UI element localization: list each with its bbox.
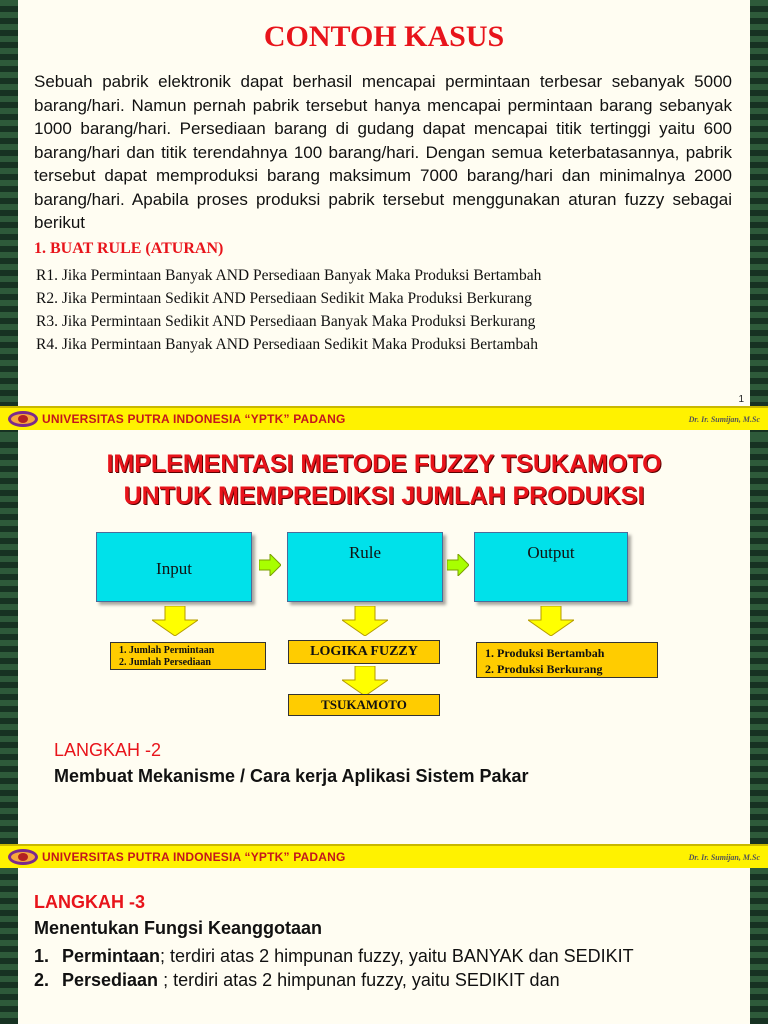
slide-title: CONTOH KASUS <box>263 20 505 53</box>
footer-university: UNIVERSITAS PUTRA INDONESIA “YPTK” PADANG <box>42 850 346 864</box>
page-number: 1 <box>738 394 744 405</box>
title-line-1: IMPLEMENTASI METODE FUZZY TSUKAMOTO <box>106 450 662 478</box>
input-items-box <box>110 642 266 670</box>
university-logo <box>6 409 42 429</box>
arrow-right-icon <box>447 554 469 576</box>
item-term: Persediaan <box>62 970 159 990</box>
step-subtitle: Menentukan Fungsi Keanggotaan <box>34 918 323 938</box>
rule-box: Rule <box>287 532 443 602</box>
membership-item <box>34 968 738 992</box>
rules-heading: 1. BUAT RULE (ATURAN) <box>34 240 224 257</box>
membership-item <box>34 944 738 968</box>
step-label: LANGKAH -2 <box>54 740 162 760</box>
item-number: 1. <box>34 946 50 966</box>
arrow-down-icon <box>342 666 388 696</box>
step-subtitle: Membuat Mekanisme / Cara kerja Aplikasi Sistem Pakar <box>54 766 529 786</box>
rule-item: R3. Jika Permintaan Sedikit AND Persediaan Banyak Maka Produksi Berkurang <box>36 313 536 330</box>
output-items-box <box>476 642 658 678</box>
input-item: 1. Jumlah Permintaan <box>119 645 215 656</box>
footer-bar <box>0 406 768 430</box>
arrow-down-icon <box>528 606 574 636</box>
case-paragraph: Sebuah pabrik elektronik dapat berhasil mencapai permintaan terbesar sebanyak 5000 barang/hari. Namun pernah pabrik tersebut hanya mencapai permintaan barang sebanyak 1000 barang/hari. Persediaan barang di gudang dapat mencapai titik tertinggi yaitu 600 barang/hari dan titik terendahnya 100 barang/hari. Dengan semua keterbatasannya, pabrik tersebut dapat memproduksi barang maksimum 7000 barang/hari dan minimalnya 2000 barang/hari. Apabila proses produksi pabrik tersebut menggunakan aturan fuzzy sebagai berikut <box>34 72 732 232</box>
input-box: Input <box>96 532 252 602</box>
university-logo <box>6 847 42 867</box>
footer-university: UNIVERSITAS PUTRA INDONESIA “YPTK” PADANG <box>42 412 346 426</box>
rule-item: R2. Jika Permintaan Sedikit AND Persediaan Sedikit Maka Produksi Berkurang <box>36 290 532 307</box>
item-description: ; terdiri atas 2 himpunan fuzzy, yaitu SEDIKIT dan <box>158 970 560 990</box>
input-item: 2. Jumlah Persediaan <box>119 657 211 668</box>
footer-bar <box>0 844 768 868</box>
output-item: 1. Produksi Bertambah <box>485 646 605 660</box>
rule-item: R4. Jika Permintaan Banyak AND Persediaan Sedikit Maka Produksi Bertambah <box>36 336 538 353</box>
arrow-down-icon <box>152 606 198 636</box>
output-item: 2. Produksi Berkurang <box>485 662 603 676</box>
arrow-right-icon <box>259 554 281 576</box>
slide-implementasi <box>0 436 768 868</box>
item-term: Permintaan <box>62 946 161 966</box>
arrow-down-icon <box>342 606 388 636</box>
rule-item: R1. Jika Permintaan Banyak AND Persediaan Banyak Maka Produksi Bertambah <box>36 267 542 284</box>
rules-list <box>36 264 748 356</box>
footer-author: Dr. Ir. Sumijan, M.Sc <box>688 414 760 424</box>
item-description: ; terdiri atas 2 himpunan fuzzy, yaitu BANYAK dan SEDIKIT <box>160 946 634 966</box>
slide-contoh-kasus <box>0 0 768 436</box>
item-number: 2. <box>34 970 50 990</box>
title-line-2: UNTUK MEMPREDIKSI JUMLAH PRODUKSI <box>123 482 645 510</box>
slide-langkah-3 <box>0 868 768 1024</box>
output-box: Output <box>474 532 628 602</box>
membership-list <box>34 944 738 992</box>
slide-title <box>0 448 768 512</box>
tsukamoto-box: TSUKAMOTO <box>288 694 440 716</box>
logika-fuzzy-box: LOGIKA FUZZY <box>288 640 440 664</box>
step-label: LANGKAH -3 <box>34 892 145 912</box>
footer-author: Dr. Ir. Sumijan, M.Sc <box>688 852 760 862</box>
